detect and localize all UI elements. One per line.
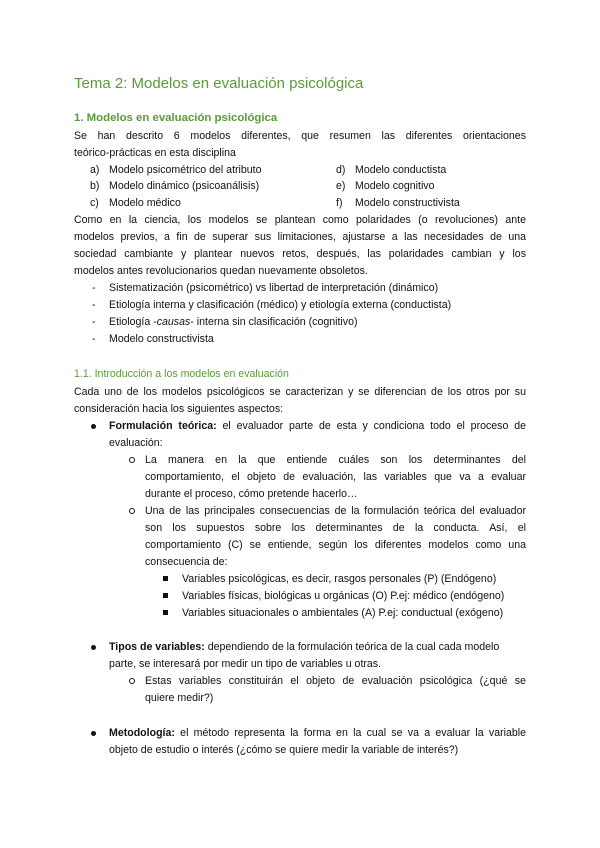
model-marker: f) (336, 197, 343, 209)
sub-bullet-line: son los supuestos sobre los determinantes de la conducta. Así, el (145, 522, 526, 534)
bullet-dot (91, 731, 96, 736)
dash-item-emphasis: causas (156, 316, 191, 328)
dash-bullet: - (92, 299, 96, 311)
model-item: Modelo psicométrico del atributo (109, 164, 262, 176)
section1-paragraph-line: Como en la ciencia, los modelos se plantean como polaridades (o revoluciones) ante (74, 214, 526, 226)
model-marker: e) (336, 180, 346, 192)
section1-intro-line: Se han descrito 6 modelos diferentes, que resumen las diferentes orientaciones (74, 130, 526, 142)
bullet-line: evaluación: (109, 437, 163, 449)
dash-item: Sistematización (psicométrico) vs libertad de interpretación (dinámico) (109, 282, 439, 294)
dash-bullet: - (92, 282, 96, 294)
dash-item: Etiología interna y clasificación (médico) y etiología externa (conductista) (109, 299, 452, 311)
sub-bullet-line: consecuencia de: (145, 556, 228, 568)
bullet-line (109, 725, 526, 742)
square-item: Variables situacionales o ambientales (A) P.ej: conductual (exógeno) (182, 607, 504, 619)
dash-bullet: - (92, 333, 96, 345)
sub-bullet-line: quiere medir?) (145, 692, 214, 704)
model-item: Modelo constructivista (355, 197, 460, 209)
subsection-heading: 1.1. Introducción a los modelos en evaluación (74, 368, 289, 380)
section11-intro-line: Cada uno de los modelos psicológicos se caracterizan y se diferencian de los otros por su (74, 386, 526, 398)
dash-bullet: - (92, 316, 96, 328)
document-title: Tema 2: Modelos en evaluación psicológica (74, 75, 364, 92)
bullet-line (109, 639, 526, 656)
bullet-square (163, 593, 168, 598)
dash-item-text: Etiología - (109, 316, 157, 328)
section1-paragraph-line: modelos antes revolucionarios quedan nuevamente obsoletos. (74, 265, 368, 277)
bullet-circle (129, 508, 135, 514)
bullet-text: el método representa la forma en la cual se va a evaluar la variable (174, 727, 526, 739)
section-heading: 1. Modelos en evaluación psicológica (74, 112, 278, 124)
model-item: Modelo conductista (355, 164, 447, 176)
sub-bullet-line: comportamiento, el objeto de evaluación, las variables que va a evaluar (145, 471, 526, 483)
section1-intro-line: teórico-prácticas en esta disciplina (74, 147, 236, 159)
dash-item-text: - interna sin clasificación (cognitivo) (190, 316, 358, 328)
bullet-line (109, 418, 526, 435)
model-marker: b) (90, 180, 100, 192)
bullet-label: Metodología: (109, 727, 175, 739)
bullet-label: Formulación teórica: (109, 420, 217, 432)
sub-bullet-line: comportamiento (C) se entiende, según los diferentes modelos como una (145, 539, 526, 551)
square-item: Variables físicas, biológicas u orgánicas (O) P.ej: médico (endógeno) (182, 590, 505, 602)
bullet-line: objeto de estudio o interés (¿cómo se quiere medir la variable de interés?) (109, 744, 459, 756)
bullet-text: dependiendo de la formulación teórica de la cual cada modelo (204, 641, 500, 653)
bullet-square (163, 576, 168, 581)
section11-intro-line: consideración hacia los siguientes aspectos: (74, 403, 284, 415)
bullet-label: Tipos de variables: (109, 641, 205, 653)
sub-bullet-line: Estas variables constituirán el objeto de evaluación psicológica (¿qué se (145, 675, 526, 687)
section1-paragraph-line: modelos previos, a fin de superar sus limitaciones, ajustarse a las necesidades de una (74, 231, 526, 243)
bullet-circle (129, 457, 135, 463)
bullet-square (163, 610, 168, 615)
bullet-circle (129, 678, 135, 684)
model-marker: a) (90, 164, 100, 176)
section1-paragraph-line: sociedad cambiante y plantear nuevos retos, después, las polaridades cambian y los (74, 248, 526, 260)
model-marker: c) (90, 197, 99, 209)
bullet-dot (91, 424, 96, 429)
sub-bullet-line: Una de las principales consecuencias de la formulación teórica del evaluador (145, 505, 526, 517)
model-item: Modelo médico (109, 197, 181, 209)
bullet-dot (91, 645, 96, 650)
sub-bullet-line: durante el proceso, cómo pretende hacerlo… (145, 488, 358, 500)
bullet-line: parte, se interesará por medir un tipo de variables u otras. (109, 658, 382, 670)
square-item: Variables psicológicas, es decir, rasgos personales (P) (Endógeno) (182, 573, 497, 585)
dash-item (109, 314, 358, 331)
sub-bullet-line: La manera en la que entiende cuáles son los determinantes del (145, 454, 526, 466)
model-marker: d) (336, 164, 346, 176)
model-item: Modelo cognitivo (355, 180, 435, 192)
bullet-text: el evaluador parte de esta y condiciona todo el proceso de (216, 420, 527, 432)
model-item: Modelo dinámico (psicoanálisis) (109, 180, 260, 192)
dash-item: Modelo constructivista (109, 333, 214, 345)
